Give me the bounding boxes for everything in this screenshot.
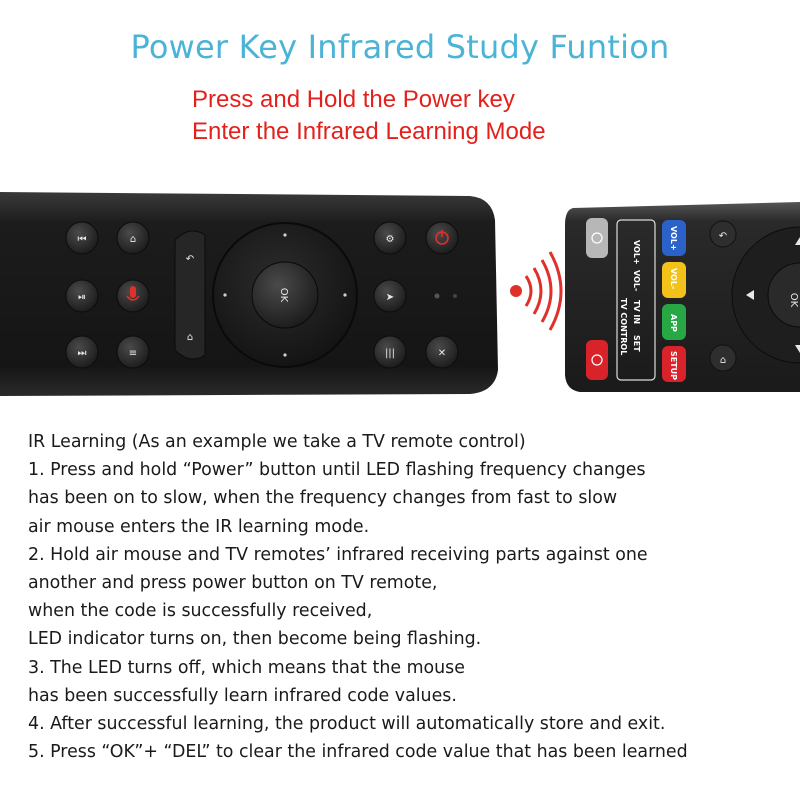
instruction-line: 3. The LED turns off, which means that the mouse xyxy=(28,657,465,678)
home-icon: ⌂ xyxy=(186,332,194,343)
svg-text:≡: ≡ xyxy=(128,348,138,359)
tv-gray-button xyxy=(586,218,608,258)
mouse-mode-button xyxy=(374,280,406,312)
mic-hole xyxy=(453,294,457,298)
microphone-button xyxy=(117,280,149,312)
instruction-line: 5. Press “OK”+ “DEL” to clear the infrared code value that has been learned xyxy=(28,742,688,763)
svg-text:TV CONTROL: TV CONTROL xyxy=(619,298,628,356)
instruction-line: another and press power button on TV remote, xyxy=(28,573,438,594)
svg-text:TV IN: TV IN xyxy=(632,300,641,325)
play-pause-button xyxy=(66,280,98,312)
subtitle-line-1: Press and Hold the Power key xyxy=(192,86,515,113)
instruction-line: 4. After successful learning, the product will automatically store and exit. xyxy=(28,714,666,735)
svg-text:SET: SET xyxy=(632,335,641,352)
instruction-line: has been successfully learn infrared code values. xyxy=(28,685,457,706)
svg-text:OK: OK xyxy=(278,287,289,303)
svg-text:➤: ➤ xyxy=(385,292,395,303)
next-track-button xyxy=(66,336,98,368)
menu-button xyxy=(117,336,149,368)
instruction-line: when the code is successfully received, xyxy=(28,601,373,622)
svg-text:⚙: ⚙ xyxy=(385,234,395,245)
settings-button xyxy=(374,222,406,254)
svg-text:VOL-: VOL- xyxy=(632,270,641,292)
svg-text:VOL+: VOL+ xyxy=(632,240,641,265)
mute-button xyxy=(426,336,458,368)
svg-text:↶: ↶ xyxy=(718,231,728,242)
instruction-line: 1. Press and hold “Power” button until LED flashing frequency changes xyxy=(28,460,646,481)
svg-text:VOL+: VOL+ xyxy=(669,226,678,251)
instruction-line: 2. Hold air mouse and TV remotes’ infrared receiving parts against one xyxy=(28,544,648,565)
svg-text:⌂: ⌂ xyxy=(129,234,137,245)
infrared-signal-icon xyxy=(510,252,561,330)
remotes-illustration xyxy=(0,180,800,410)
instructions xyxy=(28,428,788,766)
back-icon: ↶ xyxy=(185,254,195,265)
tv-remote xyxy=(565,202,800,392)
svg-text:|||: ||| xyxy=(384,348,396,359)
tv-power-button xyxy=(586,340,608,380)
svg-text:OK: OK xyxy=(788,292,799,308)
instruction-line: has been on to slow, when the frequency changes from fast to slow xyxy=(28,488,618,509)
volume-button xyxy=(374,336,406,368)
air-mouse-remote xyxy=(0,192,498,396)
subtitle-line-2: Enter the Infrared Learning Mode xyxy=(192,118,546,145)
svg-text:⏭: ⏭ xyxy=(77,348,87,359)
svg-text:VOL-: VOL- xyxy=(669,268,678,290)
prev-track-button xyxy=(66,222,98,254)
instruction-line: LED indicator turns on, then become being flashing. xyxy=(28,629,482,650)
instruction-line: air mouse enters the IR learning mode. xyxy=(28,516,370,537)
instructions-heading: IR Learning (As an example we take a TV remote control) xyxy=(28,432,526,452)
svg-text:⏯: ⏯ xyxy=(78,292,86,303)
ok-button xyxy=(252,262,318,328)
svg-text:APP: APP xyxy=(669,314,678,332)
svg-text:✕: ✕ xyxy=(437,348,447,359)
led-indicator xyxy=(435,294,440,299)
home-button xyxy=(117,222,149,254)
page-title: Power Key Infrared Study Funtion xyxy=(130,28,670,66)
svg-text:⌂: ⌂ xyxy=(719,355,727,366)
svg-text:SETUP: SETUP xyxy=(669,351,678,381)
svg-text:⏮: ⏮ xyxy=(77,234,87,245)
power-button xyxy=(426,222,458,254)
